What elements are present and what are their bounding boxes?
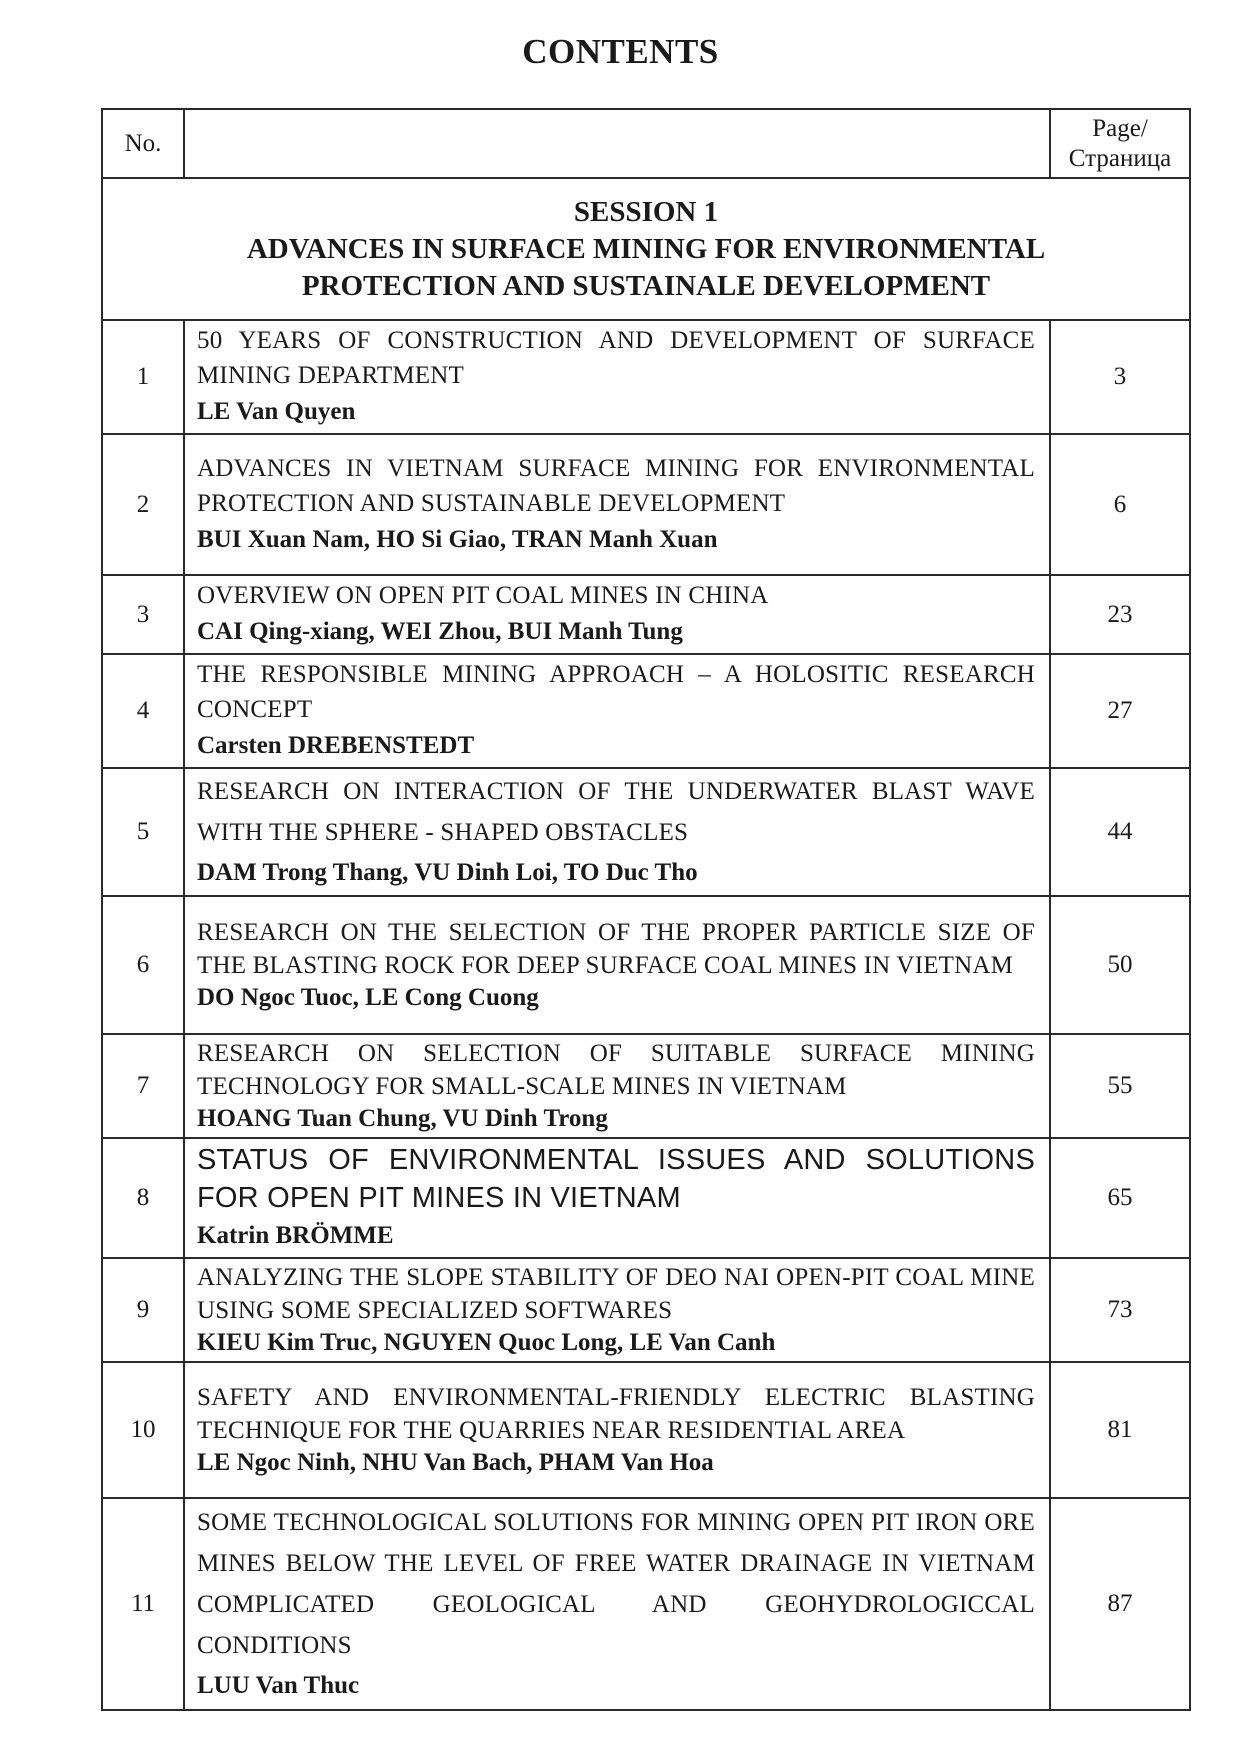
article-title[interactable]: THE RESPONSIBLE MINING APPROACH – A HOLOSITIC RESEARCH CONCEPT	[197, 661, 1035, 723]
row-page[interactable]: 44	[1050, 768, 1190, 896]
row-content	[184, 1034, 1050, 1138]
article-title[interactable]: 50 YEARS OF CONSTRUCTION AND DEVELOPMENT OF SURFACE MINING DEPARTMENT	[197, 327, 1035, 389]
article-authors: DAM Trong Thang, VU Dinh Loi, TO Duc Tho	[197, 859, 698, 886]
row-number: 1	[102, 320, 184, 434]
table-row	[102, 768, 1190, 896]
table-row	[102, 1138, 1190, 1258]
session-title-line2: PROTECTION AND SUSTAINALE DEVELOPMENT	[301, 269, 991, 302]
row-page[interactable]: 73	[1050, 1258, 1190, 1362]
table-row	[102, 575, 1190, 654]
table-row	[102, 434, 1190, 575]
row-page[interactable]: 50	[1050, 896, 1190, 1034]
row-number: 10	[102, 1362, 184, 1498]
article-title[interactable]: SAFETY AND ENVIRONMENTAL-FRIENDLY ELECTRIC BLASTING TECHNIQUE FOR THE QUARRIES NEAR RESIDENTIAL AREA	[197, 1384, 1035, 1444]
row-number: 9	[102, 1258, 184, 1362]
session-title-line1: ADVANCES IN SURFACE MINING FOR ENVIRONMENTAL	[246, 232, 1046, 265]
row-number: 5	[102, 768, 184, 896]
article-title[interactable]: RESEARCH ON THE SELECTION OF THE PROPER PARTICLE SIZE OF THE BLASTING ROCK FOR DEEP SURFACE COAL MINES IN VIETNAM	[197, 919, 1035, 979]
row-page[interactable]: 27	[1050, 654, 1190, 768]
session-row	[102, 178, 1190, 320]
row-content	[184, 654, 1050, 768]
article-title[interactable]: ADVANCES IN VIETNAM SURFACE MINING FOR ENVIRONMENTAL PROTECTION AND SUSTAINABLE DEVELOPMENT	[197, 454, 1035, 517]
row-page[interactable]: 55	[1050, 1034, 1190, 1138]
article-authors: DO Ngoc Tuoc, LE Cong Cuong	[197, 984, 539, 1011]
row-page[interactable]: 6	[1050, 434, 1190, 575]
table-row	[102, 1034, 1190, 1138]
article-title[interactable]: OVERVIEW ON OPEN PIT COAL MINES IN CHINA	[197, 582, 769, 609]
table-header-row	[102, 109, 1190, 178]
row-content	[184, 1258, 1050, 1362]
header-page	[1050, 109, 1190, 178]
table-row	[102, 896, 1190, 1034]
row-page[interactable]: 87	[1050, 1498, 1190, 1710]
table-row	[102, 1498, 1190, 1710]
row-page[interactable]: 65	[1050, 1138, 1190, 1258]
article-authors: LE Van Quyen	[197, 398, 356, 425]
row-number: 7	[102, 1034, 184, 1138]
row-page[interactable]: 23	[1050, 575, 1190, 654]
row-number: 3	[102, 575, 184, 654]
table-row	[102, 320, 1190, 434]
article-title[interactable]: SOME TECHNOLOGICAL SOLUTIONS FOR MINING OPEN PIT IRON ORE MINES BELOW THE LEVEL OF FREE WATER DRAINAGE IN VIETNAM COMPLICATED GEOLOGICAL AND GEOHYDROLOGICCAL CONDITIONS	[197, 1509, 1035, 1659]
row-content	[184, 575, 1050, 654]
article-authors: HOANG Tuan Chung, VU Dinh Trong	[197, 1105, 608, 1132]
table-row	[102, 1258, 1190, 1362]
article-title[interactable]: RESEARCH ON INTERACTION OF THE UNDERWATER BLAST WAVE WITH THE SPHERE - SHAPED OBSTACLES	[197, 778, 1035, 846]
contents-table	[101, 108, 1191, 1711]
row-page[interactable]: 81	[1050, 1362, 1190, 1498]
session-heading	[102, 178, 1190, 320]
header-page-line1: Page/	[1092, 114, 1148, 142]
article-title[interactable]: STATUS OF ENVIRONMENTAL ISSUES AND SOLUTIONS FOR OPEN PIT MINES IN VIETNAM	[197, 1144, 1035, 1214]
article-title[interactable]: RESEARCH ON SELECTION OF SUITABLE SURFACE MINING TECHNOLOGY FOR SMALL-SCALE MINES IN VIETNAM	[197, 1040, 1035, 1100]
row-content	[184, 1498, 1050, 1710]
row-content	[184, 768, 1050, 896]
article-authors: Carsten DREBENSTEDT	[197, 732, 475, 759]
article-authors: KIEU Kim Truc, NGUYEN Quoc Long, LE Van Canh	[197, 1329, 776, 1356]
article-authors: CAI Qing-xiang, WEI Zhou, BUI Manh Tung	[197, 618, 683, 645]
page-title: CONTENTS	[522, 32, 719, 71]
article-title[interactable]: ANALYZING THE SLOPE STABILITY OF DEO NAI OPEN-PIT COAL MINE USING SOME SPECIALIZED SOFTWARES	[197, 1264, 1035, 1324]
row-content	[184, 896, 1050, 1034]
article-authors: LE Ngoc Ninh, NHU Van Bach, PHAM Van Hoa	[197, 1449, 714, 1476]
row-page[interactable]: 3	[1050, 320, 1190, 434]
article-authors: Katrin BRÖMME	[197, 1222, 394, 1249]
row-content	[184, 1362, 1050, 1498]
row-content	[184, 434, 1050, 575]
header-title-blank	[184, 109, 1050, 178]
table-row	[102, 654, 1190, 768]
row-number: 4	[102, 654, 184, 768]
row-content	[184, 1138, 1050, 1258]
header-page-line2: Страница	[1068, 144, 1172, 172]
article-authors: BUI Xuan Nam, HO Si Giao, TRAN Manh Xuan	[197, 525, 718, 553]
row-number: 6	[102, 896, 184, 1034]
row-number: 2	[102, 434, 184, 575]
row-content	[184, 320, 1050, 434]
session-label: SESSION 1	[573, 195, 719, 228]
header-no: No.	[102, 109, 184, 178]
article-authors: LUU Van Thuc	[197, 1672, 360, 1699]
row-number: 8	[102, 1138, 184, 1258]
row-number: 11	[102, 1498, 184, 1710]
table-row	[102, 1362, 1190, 1498]
